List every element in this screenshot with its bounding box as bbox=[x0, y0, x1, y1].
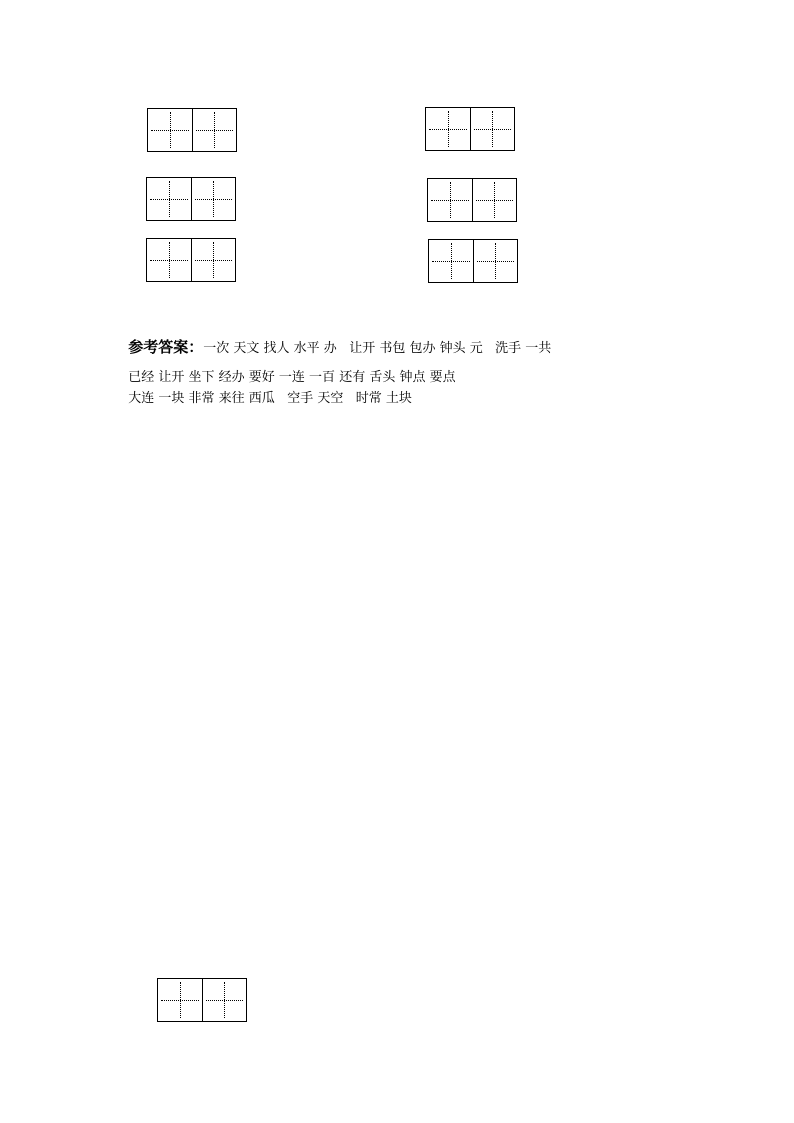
grid-cell bbox=[470, 108, 515, 150]
answer-line-1 bbox=[120, 323, 551, 357]
grid-cell bbox=[426, 108, 470, 150]
answer-label: 参考答案： bbox=[128, 338, 204, 356]
grid-cell bbox=[158, 979, 202, 1021]
writing-grid-2 bbox=[425, 107, 515, 151]
writing-grid-4 bbox=[427, 178, 517, 222]
writing-grid-1 bbox=[147, 108, 237, 152]
grid-cell bbox=[428, 179, 472, 221]
answer-text-1: 一次 天文 找人 水平 办 让开 书包 包办 钟头 元 洗手 一共 bbox=[203, 341, 552, 356]
grid-cell bbox=[472, 179, 517, 221]
answer-text-3: 大连 一块 非常 来往 西瓜 空手 天空 时常 土块 bbox=[128, 391, 412, 406]
grid-cell bbox=[148, 109, 192, 151]
grid-cell bbox=[191, 178, 236, 220]
grid-cell bbox=[147, 178, 191, 220]
grid-cell bbox=[202, 979, 247, 1021]
writing-grid-6 bbox=[428, 239, 518, 283]
grid-cell bbox=[147, 239, 191, 281]
grid-cell bbox=[429, 240, 473, 282]
writing-grid-7 bbox=[157, 978, 247, 1022]
grid-cell bbox=[191, 239, 236, 281]
writing-grid-5 bbox=[146, 238, 236, 282]
grid-cell bbox=[473, 240, 518, 282]
grid-cell bbox=[192, 109, 237, 151]
writing-grid-3 bbox=[146, 177, 236, 221]
answer-line-3 bbox=[120, 375, 412, 407]
answer-text-2: 已经 让开 坐下 经办 要好 一连 一百 还有 舌头 钟点 要点 bbox=[128, 370, 456, 385]
